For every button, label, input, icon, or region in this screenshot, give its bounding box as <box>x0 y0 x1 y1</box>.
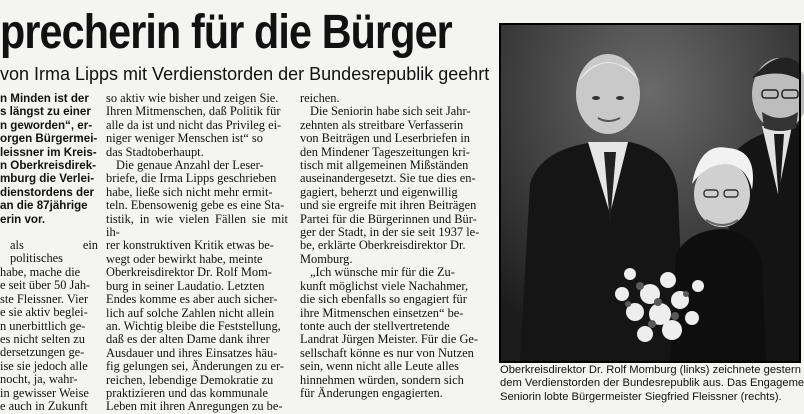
body-line: habe, mache die <box>0 264 81 279</box>
body-line: Die Seniorin habe sich seit Jahr- <box>310 104 471 119</box>
body-line: kunft möglichst viele Nachahmer, <box>300 278 469 293</box>
body-line: an. Wichtig bleibe die Feststellung, <box>106 318 281 333</box>
body-line: Die genaue Anzahl der Leser- <box>116 158 264 173</box>
body-line: ste Fleissner. Vier <box>0 291 89 306</box>
body-line: e seit über 50 Jah- <box>0 278 91 293</box>
body-line: fig gelungen sei, Änderungen zu er- <box>106 359 284 374</box>
article-subheadline: von Irma Lipps mit Verdienstorden der Bundesrepublik geehrt <box>0 64 490 84</box>
body-line: n unerbittlich ge- <box>0 318 86 333</box>
body-line: be, erklärte Oberkreisdirektor Dr. <box>300 238 466 253</box>
caption-line: Oberkreisdirektor Dr. Rolf Momburg (links) zeichnete gestern <box>500 364 801 376</box>
article-headline: precherin für die Bürger <box>0 6 452 59</box>
lead-line: n Minden ist der <box>0 92 89 105</box>
text-column-3 <box>300 92 486 404</box>
body-line: alle da ist und nicht das Privileg ei- <box>106 117 282 132</box>
text-column-1 <box>0 92 98 413</box>
body-line: e auch in Zukunft <box>0 398 88 413</box>
lead-line: n Oberkreisdirek- <box>0 159 97 173</box>
body-line: rer konstruktiven Kritik etwas be- <box>106 238 274 253</box>
body-line: ise sie jedoch alle <box>0 358 88 373</box>
body-line: die sich ebenfalls so engagiert für <box>300 292 467 307</box>
body-line: ihre Mitmenschen einsetzen“ be- <box>300 305 464 320</box>
body-line: sellschaft könne es nur von Nutzen <box>300 345 474 360</box>
body-line: es nicht selten zu <box>0 331 85 346</box>
body-line: Endes komme es aber auch sicher- <box>106 292 278 307</box>
body-line: den Mindener Tageszeitungen kri- <box>300 144 470 159</box>
caption-line: dem Verdienstorden der Bundesrepublik aus. Das Engageme <box>500 377 804 390</box>
lead-line: s längst zu einer <box>0 105 91 119</box>
body-line: teln. Ebensowenig gebe es eine Sta- <box>106 198 285 213</box>
body-line: und sie ergreife mit ihren Beiträgen <box>300 198 477 213</box>
body-line: niger weniger Menschen ist“ so <box>106 131 263 146</box>
lead-line: n geworden“, er- <box>0 118 93 132</box>
body-line: daß es der alten Dame dank ihrer <box>106 332 270 347</box>
body-line: „Ich wünsche mir für die Zu- <box>310 265 455 280</box>
body-line: das Stadtoberhaupt. <box>106 144 204 159</box>
body-line: tistik, in wie vielen Fällen sie mit ih- <box>106 211 288 240</box>
body-line: Ausdauer und ihres Einsatzes häu- <box>106 345 278 360</box>
body-line: Leben mit ihren Anregungen zu be- <box>106 399 283 414</box>
photo-caption <box>500 364 804 408</box>
body-line: briefe, die Irma Lipps geschrieben <box>106 171 277 186</box>
lead-paragraph <box>0 92 98 226</box>
body-line: reichen. <box>300 91 340 105</box>
lead-line: dienstordens der <box>0 185 95 199</box>
body-line: praktizieren und das kommunale <box>106 385 269 400</box>
body-line: tisch mit allgemeinen Mißständen <box>300 158 469 173</box>
body-line: gagiert, beherzt und eigenwillig <box>300 184 458 199</box>
lead-line: an die 87jährige <box>0 199 88 213</box>
press-photo-drawing <box>500 24 800 362</box>
body-line: tonte auch der stellvertretende <box>300 318 450 333</box>
body-line: als ein politisches <box>10 238 98 266</box>
body-line: nocht, ja, wahr- <box>0 372 78 387</box>
body-line: habe, ließe sich nicht mehr ermit- <box>106 184 273 199</box>
body-line: für Änderungen engagierten. <box>300 385 443 400</box>
body-line: von Beiträgen und Leserbriefen in <box>300 131 470 146</box>
body-line: dersetzungen ge- <box>0 345 85 360</box>
body-text <box>0 239 98 413</box>
body-line: lich auf solche Zahlen nicht allein <box>106 305 275 320</box>
body-line: Ihren Mitmenschen, daß Politik für <box>106 104 281 119</box>
body-line: Partei für die Bürgerinnen und Bür- <box>300 211 477 226</box>
caption-line: Seniorin lobte Bürgermeister Siegfried Fleissner (rechts). <box>500 390 782 403</box>
press-photo <box>500 24 800 362</box>
body-line: e sie aktiv beglei- <box>0 305 88 320</box>
body-line: so aktiv wie bisher und zeigen Sie. <box>106 91 279 105</box>
body-line: hinnehmen würden, sondern sich <box>300 372 464 387</box>
body-line: reichen, lebendige Demokratie zu <box>106 372 274 387</box>
lead-line: leissner im Kreis- <box>0 145 97 159</box>
body-line: sein, wenn nicht alle Leute alles <box>300 359 459 374</box>
body-line: Landrat Jürgen Meister. Für die Ge- <box>300 332 479 347</box>
body-line: zehnten als streitbare Verfasserin <box>300 117 464 132</box>
body-line: auseinandergesetzt. Sie tue dies en- <box>300 171 476 186</box>
lead-line: mburg die Verlei- <box>0 172 95 186</box>
lead-line: orgen Bürgermei- <box>0 132 98 146</box>
body-line: Momburg. <box>300 251 353 266</box>
body-line: Oberkreisdirektor Dr. Rolf Mom- <box>106 265 272 280</box>
lead-line: erin vor. <box>0 212 46 226</box>
body-line: ger der Stadt, in der sie seit 1937 le- <box>300 225 480 240</box>
text-column-2 <box>106 91 288 414</box>
body-line: burg in seiner Laudatio. Letzten <box>106 278 265 293</box>
body-line: wegt oder bewirkt habe, meinte <box>106 251 263 266</box>
body-line: in gewisser Weise <box>0 385 89 400</box>
